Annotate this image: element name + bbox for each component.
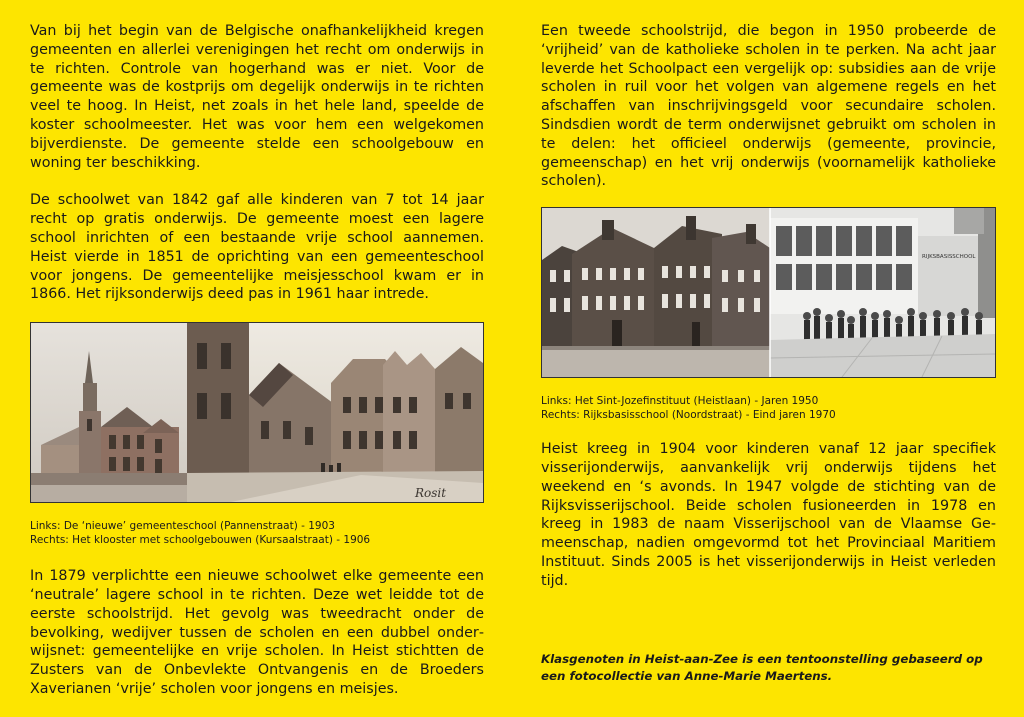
photo-klooster-kursaalstraat	[187, 323, 483, 502]
right-caption-line-2: Rechts: Rijksbasisschool (Noordstraat) - Eind jaren 1970	[541, 408, 836, 421]
photo-signature: Rosit	[415, 486, 447, 501]
right-paragraph-1: Een tweede schoolstrijd, die begon in 1950 probeerde de ‘vrijheid’ van de katholieke scholen in te perken. Na acht jaar leverde het Schoolpact een vergelijk op: subsidies aan de vrije scholen in ruil voor het volgen van algemene regels en het afschaffen van inschrijvingsgeld voor secundaire scholen. Sindsdien wordt de term onderwijsnet gebruikt om scholen in te delen: het officieel onderwijs (gemeente, provincie, gemeenschap) en het vrij onderwijs (voornamelijk katholieke scholen).	[541, 23, 996, 190]
left-photo-strip	[30, 322, 484, 503]
photo-gemeenteschool-pannenstraat	[31, 323, 187, 502]
right-photo-strip	[541, 207, 996, 378]
right-caption-line-1: Links: Het Sint-Jozefinstituut (Heistlaan) - Jaren 1950	[541, 395, 819, 408]
photo-sint-jozefinstituut-heistlaan	[542, 208, 770, 377]
left-photo-strip-drawing	[31, 323, 483, 502]
left-column	[30, 22, 484, 699]
exhibition-credit: Klasgenoten in Heist-aan-Zee is een tentoonstelling gebaseerd op een fotocollectie van Anne-Marie Maertens.	[541, 651, 983, 684]
left-paragraph-3: In 1879 verplichtte een nieuwe schoolwet elke gemeente een ‘neutrale’ lagere school in te richten. Deze wet leidde tot de eerste schoolstrijd. Het gevolg was tweedracht onder de bevolking, wedijver tussen de scholen en een dubbel onderwijsnet: gemeentelijke en vrije scholen. In Heist stichtten de Zusters van de Onbevlekte Ontvangenis en de Broeders Xaverianen ‘vrije’ scholen voor jongens en meisjes.	[30, 568, 484, 697]
left-caption-line-2: Rechts: Het klooster met schoolgebouwen (Kursaalstraat) - 1906	[30, 533, 371, 546]
left-paragraph-1: Van bij het begin van de Belgische onafhankelijkheid kregen gemeenten en allerlei verenigingen het recht om onderwijs in te richten. Controle van hogerhand was er niet. Voor de gemeente was de kostprijs om degelijk onderwijs in te richten veel te hoog. In Heist, net zoals in het hele land, speelde de koster schoolmeester. Het was voor hem een welgekomen bijverdienste. De gemeente stelde een schoolgebouw en woning ter beschikking.	[30, 23, 484, 171]
left-paragraph-2: De schoolwet van 1842 gaf alle kinderen van 7 tot 14 jaar recht op gratis onderwijs. De gemeente moest een lagere school inrichten of een bestaande vrije school aannemen. Heist vierde in 1851 de oprichting van een gemeenteschool voor jongens. De gemeentelijke meisjesschool kwam er in 1866. Het rijksonderwijs deed pas in 1961 haar intrede.	[30, 192, 484, 303]
right-column	[541, 22, 996, 686]
left-caption-line-1: Links: De ‘nieuwe’ gemeenteschool (Pannenstraat) - 1903	[30, 520, 335, 533]
building-sign: RIJKSBASISSCHOOL	[922, 254, 976, 261]
photo-rijksbasisschool-noordstraat	[770, 208, 995, 377]
right-paragraph-2: Heist kreeg in 1904 voor kinderen vanaf 12 jaar specifiek visserijonderwijs, aanvankelijk vrij onderwijs tijdens het weekend en ‘s avonds. In 1947 volgde de stichting van de Rijksvisserijschool. Beide scholen fusioneerden in 1978 en kreeg in 1983 de naam Visserijschool van de Vlaamse Gemeenschap, nadien omgevormd tot het Provinciaal Maritiem Instituut. Sinds 2005 is het visserijonderwijs in Heist verleden tijd.	[541, 441, 996, 589]
right-photo-strip-drawing	[542, 208, 995, 377]
